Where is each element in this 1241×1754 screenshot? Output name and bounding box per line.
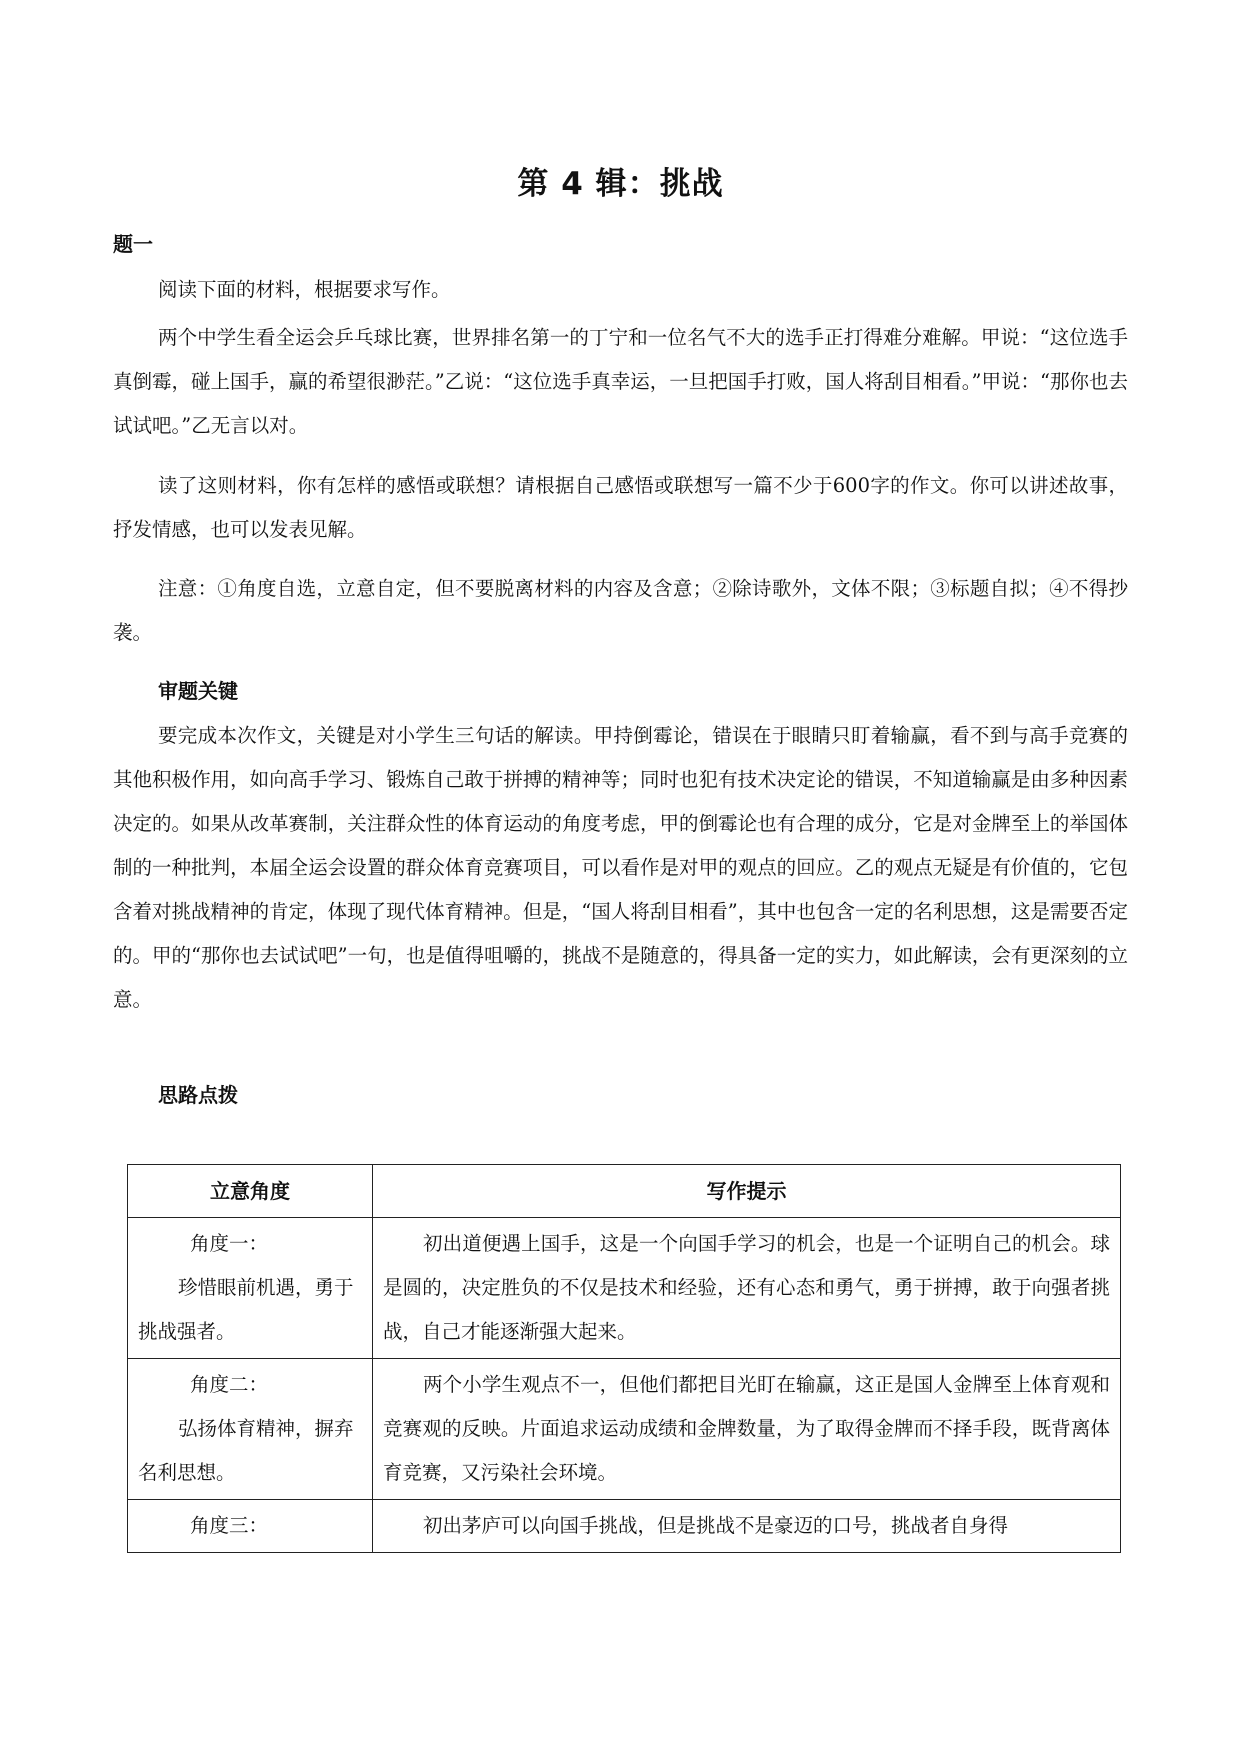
- question-heading: 题一: [113, 232, 153, 256]
- note-paragraph: 注意：①角度自选，立意自定，但不要脱离材料的内容及含意；②除诗歌外，文体不限；③标题自拟；④不得抄袭。: [113, 577, 1128, 644]
- analysis-paragraph: 要完成本次作文，关键是对小学生三句话的解读。甲持倒霉论，错误在于眼睛只盯着输赢，看不到与高手竞赛的其他积极作用，如向高手学习、锻炼自己敢于拼搏的精神等；同时也犯有技术决定论的错误，不知道输赢是由多种因素决定的。如果从改革赛制，关注群众性的体育运动的角度考虑，甲的倒霉论也有合理的成分，它是对金牌至上的举国体制的一种批判，本届全运会设置的群众体育竞赛项目，可以看作是对甲的观点的回应。乙的观点无疑是有价值的，它包含着对挑战精神的肯定，体现了现代体育精神。但是，“国人将刮目相看”，其中也包含一定的名利思想，这是需要否定的。甲的“那你也去试试吧”一句，也是值得咀嚼的，挑战不是随意的，得具备一定的实力，如此解读，会有更深刻的立意。: [113, 724, 1128, 1011]
- tip-cell: 两个小学生观点不一，但他们都把目光盯在输赢，这正是国人金牌至上体育观和竞赛观的反映。片面追求运动成绩和金牌数量，为了取得金牌而不择手段，既背离体育竞赛，又污染社会环境。: [373, 1359, 1121, 1500]
- table-row: [128, 1359, 1121, 1500]
- angle-label: 角度三：: [190, 1514, 269, 1537]
- angle-title: 弘扬体育精神，摒弃名利思想。: [138, 1417, 354, 1484]
- analysis-heading: 审题关键: [158, 679, 238, 703]
- tip-cell: 初出茅庐可以向国手挑战，但是挑战不是豪迈的口号，挑战者自身得: [373, 1500, 1121, 1553]
- angle-cell: [128, 1359, 373, 1500]
- material-paragraph: 两个中学生看全运会乒乓球比赛，世界排名第一的丁宁和一位名气不大的选手正打得难分难解。甲说：“这位选手真倒霉，碰上国手，赢的希望很渺茫。”乙说：“这位选手真幸运，一旦把国手打败，国人将刮目相看。”甲说：“那你也去试试吧。”乙无言以对。: [113, 326, 1128, 437]
- angle-label: 角度一：: [190, 1232, 269, 1255]
- table-header-tips: 写作提示: [373, 1165, 1121, 1218]
- angles-table: [127, 1164, 1121, 1553]
- angle-cell: [128, 1218, 373, 1359]
- tip-cell: 初出道便遇上国手，这是一个向国手学习的机会，也是一个证明自己的机会。球是圆的，决定胜负的不仅是技术和经验，还有心态和勇气，勇于拼搏，敢于向强者挑战，自己才能逐渐强大起来。: [373, 1218, 1121, 1359]
- angle-cell: [128, 1500, 373, 1553]
- ideas-heading: 思路点拨: [158, 1083, 238, 1107]
- task-paragraph: 读了这则材料，你有怎样的感悟或联想？请根据自己感悟或联想写一篇不少于600字的作文。你可以讲述故事，抒发情感，也可以发表见解。: [113, 474, 1128, 541]
- angle-title: 珍惜眼前机遇，勇于挑战强者。: [138, 1276, 354, 1343]
- table-row: [128, 1500, 1121, 1553]
- table-header-row: [128, 1165, 1121, 1218]
- table-header-angle: 立意角度: [128, 1165, 373, 1218]
- instruction-paragraph: 阅读下面的材料，根据要求写作。: [158, 278, 451, 301]
- angle-label: 角度二：: [190, 1373, 269, 1396]
- document-title: 第 4 辑：挑战: [517, 166, 724, 202]
- table-row: [128, 1218, 1121, 1359]
